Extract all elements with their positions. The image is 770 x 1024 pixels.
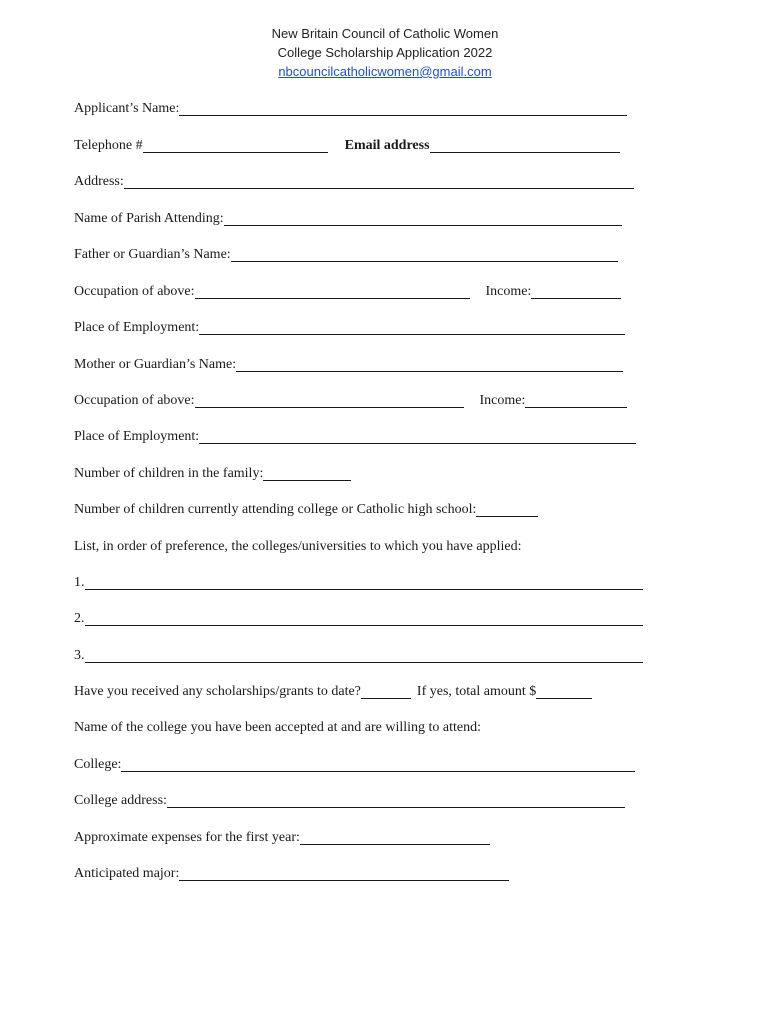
income-1-label: Income: (485, 284, 532, 299)
applicant-name-label: Applicant’s Name: (74, 101, 180, 116)
address-field[interactable] (124, 174, 634, 189)
row-college-choice-3 (74, 647, 643, 665)
employment-1-label: Place of Employment: (74, 320, 200, 335)
income-1-field[interactable] (531, 284, 621, 299)
telephone-label: Telephone # (74, 138, 143, 153)
father-label: Father or Guardian’s Name: (74, 247, 231, 262)
contact-email-link[interactable]: nbcouncilcatholicwomen@gmail.com (278, 64, 492, 79)
row-college-address (74, 792, 625, 810)
row-expenses (74, 829, 490, 847)
occupation-1-field[interactable] (195, 284, 470, 299)
parish-label: Name of Parish Attending: (74, 211, 224, 226)
row-college (74, 756, 635, 774)
row-mother (74, 356, 623, 374)
row-address (74, 173, 634, 191)
children-label: Number of children in the family: (74, 466, 264, 481)
choice-2-number: 2. (74, 611, 85, 626)
expenses-field[interactable] (300, 830, 490, 845)
row-father (74, 246, 618, 264)
employment-1-field[interactable] (199, 320, 625, 335)
income-2-label: Income: (479, 393, 526, 408)
college-choice-1-field[interactable] (85, 575, 643, 590)
children-college-label: Number of children currently attending college or Catholic high school: (74, 502, 477, 517)
employment-2-field[interactable] (199, 429, 636, 444)
row-list-colleges (74, 538, 521, 556)
college-label: College: (74, 757, 122, 772)
choice-3-number: 3. (74, 648, 85, 663)
major-field[interactable] (179, 866, 509, 881)
mother-field[interactable] (236, 357, 623, 372)
row-children (74, 465, 351, 483)
row-college-choice-1 (74, 574, 643, 592)
row-applicant-name (74, 100, 627, 118)
row-parish (74, 210, 622, 228)
total-amount-field[interactable] (536, 684, 592, 699)
row-children-college (74, 501, 538, 519)
row-occupation-1 (74, 283, 621, 301)
row-employment-2 (74, 428, 636, 446)
college-choice-2-field[interactable] (85, 611, 643, 626)
college-field[interactable] (121, 757, 635, 772)
parish-field[interactable] (224, 211, 622, 226)
college-choice-3-field[interactable] (85, 648, 643, 663)
applicant-name-field[interactable] (179, 101, 627, 116)
if-yes-label: If yes, total amount $ (416, 684, 537, 699)
occupation-2-label: Occupation of above: (74, 393, 195, 408)
scholarships-field[interactable] (361, 684, 411, 699)
row-telephone (74, 137, 620, 155)
occupation-1-label: Occupation of above: (74, 284, 195, 299)
expenses-label: Approximate expenses for the first year: (74, 830, 300, 845)
scholarships-label: Have you received any scholarships/grants to date? (74, 684, 361, 699)
telephone-field[interactable] (143, 138, 328, 153)
college-address-label: College address: (74, 793, 167, 808)
row-accepted (74, 719, 481, 737)
form-title: College Scholarship Application 2022 (277, 45, 493, 60)
row-college-choice-2 (74, 610, 643, 628)
row-scholarships (74, 683, 592, 701)
employment-2-label: Place of Employment: (74, 429, 200, 444)
list-colleges-label: List, in order of preference, the colleges/universities to which you have applied: (74, 539, 522, 554)
mother-label: Mother or Guardian’s Name: (74, 357, 237, 372)
income-2-field[interactable] (525, 393, 627, 408)
occupation-2-field[interactable] (195, 393, 464, 408)
document-header (0, 24, 770, 81)
children-college-field[interactable] (476, 502, 538, 517)
row-occupation-2 (74, 392, 627, 410)
accepted-label: Name of the college you have been accepted at and are willing to attend: (74, 720, 481, 735)
address-label: Address: (74, 174, 124, 189)
major-label: Anticipated major: (74, 866, 180, 881)
row-major (74, 865, 509, 883)
org-name: New Britain Council of Catholic Women (271, 26, 499, 41)
father-field[interactable] (231, 247, 618, 262)
email-address-label: Email address (344, 138, 430, 153)
row-employment-1 (74, 319, 625, 337)
email-address-field[interactable] (430, 138, 620, 153)
choice-1-number: 1. (74, 575, 85, 590)
college-address-field[interactable] (167, 793, 625, 808)
children-field[interactable] (263, 466, 351, 481)
